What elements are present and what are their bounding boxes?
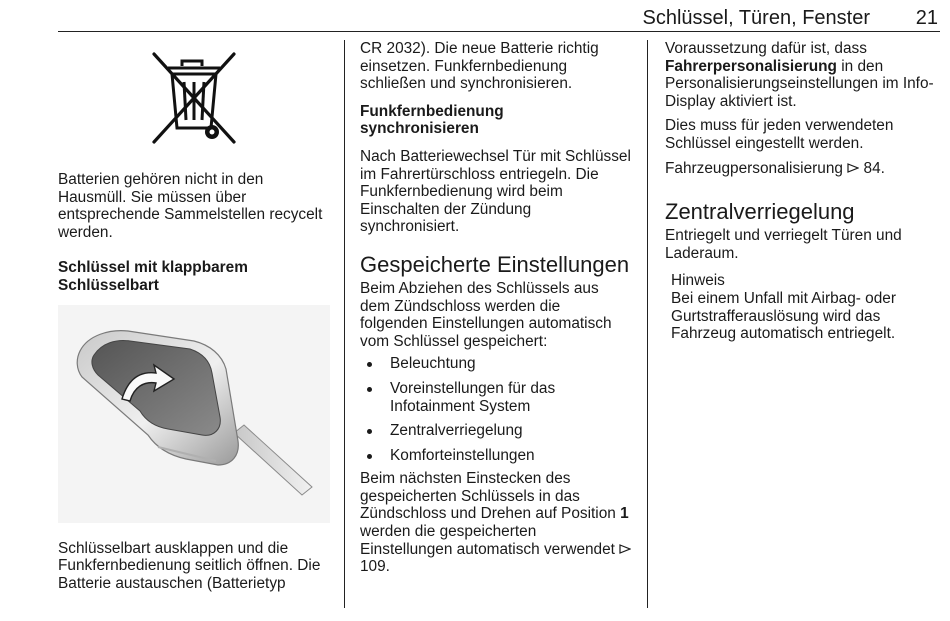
wheelie-bin-figure [58,40,330,159]
column-2 [360,40,632,576]
stored-settings-closing: Beim nächsten Einstecken des gespeicherten Schlüssels in das Zündschloss und Drehen auf Position 1 werden die gespeicherten Einstellungen automatisch verwendet 109. [360,470,632,576]
folding-key-illustration [58,305,330,523]
key-figure [58,305,330,523]
page-header [0,0,950,32]
setting-name: Fahrerpersonalisierung [665,57,837,75]
battery-continuation: CR 2032). Die neue Batterie richtig einsetzen. Funkfernbedienung schließen und synchronisieren. [360,40,599,93]
page-reference-arrow-icon [847,162,859,174]
stored-settings-list [360,355,632,464]
list-item: Komforteinstellungen [360,447,632,465]
stored-settings-heading: Gespeicherte Einstellungen [360,251,630,277]
note-label: Hinweis [671,272,725,290]
ignition-position: 1 [620,505,629,523]
page-number: 21 [915,7,938,29]
central-locking-intro: Entriegelt und verriegelt Türen und Laderaum. [665,227,902,262]
column-divider [647,40,648,608]
list-item: Zentralverriegelung [360,422,632,440]
personalization-prereq: Voraussetzung dafür ist, dass Fahrerpersonalisierung in den Personalisierungseinstellungen im Info-Display aktiviert ist. [665,40,934,110]
bullet-icon [367,429,372,434]
recycling-notice: Batterien gehören nicht in den Hausmüll. Sie müssen über entsprechende Sammelstellen recycelt werden. [58,171,323,241]
list-item: Beleuchtung [360,355,632,373]
header-rule [58,31,940,32]
per-key-note: Dies muss für jeden verwendeten Schlüssel eingestellt werden. [665,117,894,152]
sync-text: Nach Batteriewechsel Tür mit Schlüssel im Fahrertürschloss entriegeln. Die Funkfernbedienung wird beim Einschalten der Zündung synchronisiert. [360,147,631,236]
page-reference[interactable]: 109. [360,558,390,576]
stored-settings-intro: Beim Abziehen des Schlüssels aus dem Zündschloss werden die folgenden Einstellungen automatisch vom Schlüssel gespeichert: [360,279,612,350]
key-subheading: Schlüssel mit klappbarem Schlüsselbart [58,259,248,294]
personalization-reference: Fahrzeugpersonalisierung 84. [665,159,885,177]
sync-heading: Funkfernbedienung synchronisieren [360,102,504,138]
note-box [665,272,937,342]
chapter-title: Schlüssel, Türen, Fenster [642,7,870,29]
column-divider [344,40,345,608]
note-text: Bei einem Unfall mit Airbag- oder Gurtstrafferauslösung wird das Fahrzeug automatisch entriegelt. [671,289,896,343]
bullet-icon [367,362,372,367]
battery-instructions: Schlüsselbart ausklappen und die Funkfernbedienung seitlich öffnen. Die Batterie austauschen (Batterietyp [58,539,321,592]
central-locking-heading: Zentralverriegelung [665,199,855,225]
bullet-icon [367,387,372,392]
list-item: Voreinstellungen für das Infotainment System [360,380,632,415]
column-3 [665,40,937,343]
page-reference[interactable]: 84. [863,159,885,177]
page-reference-arrow-icon [619,543,631,555]
crossed-out-wheelie-bin-icon [142,46,246,150]
bullet-icon [367,454,372,459]
column-1 [58,40,330,592]
